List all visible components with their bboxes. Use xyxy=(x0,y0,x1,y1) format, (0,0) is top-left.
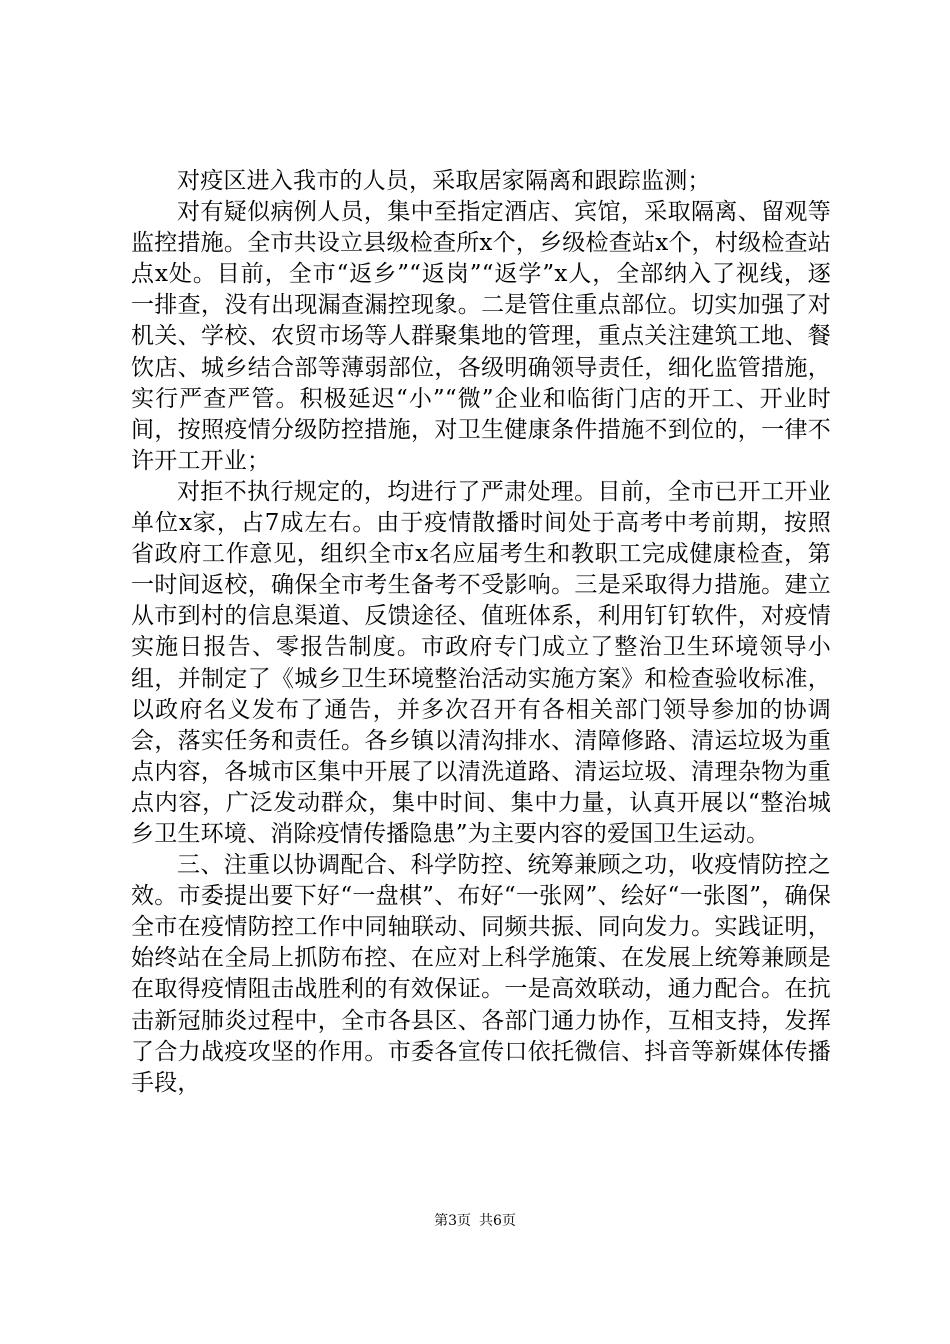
page-total: 共6页 xyxy=(479,1213,516,1229)
paragraph-4: 三、注重以协调配合、科学防控、统筹兼顾之功，收疫情防控之效。市委提出要下好“一盘棋”、布好“一张网”、绘好“一张图”，确保全市在疫情防控工作中同轴联动、同频共振、同向发力。实践证明，始终站在全局上抓防布控、在应对上科学施策、在发展上统筹兼顾是在取得疫情阻击战胜利的有效保证。一是高效联动，通力配合。在抗击新冠肺炎过程中，全市各县区、各部门通力协作，互相支持，发挥了合力战疫攻坚的作用。市委各宣传口依托微信、抖音等新媒体传播手段， xyxy=(131,852,831,1096)
document-body xyxy=(131,166,831,1099)
page-footer xyxy=(0,1212,950,1230)
paragraph-1: 对疫区进入我市的人员，采取居家隔离和跟踪监测； xyxy=(177,168,711,194)
page-number: 第3页 xyxy=(434,1213,471,1229)
paragraph-3: 对拒不执行规定的，均进行了严肃处理。目前，全市已开工开业单位x家，占7成左右。由于疫情散播时间处于高考中考前期，按照省政府工作意见，组织全市x名应届考生和教职工完成健康检查，第一时间返校，确保全市考生备考不受影响。三是采取得力措施。建立从市到村的信息渠道、反馈途径、值班体系，利用钉钉软件，对疫情实施日报告、零报告制度。市政府专门成立了整治卫生环境领导小组，并制定了《城乡卫生环境整治活动实施方案》和检查验收标准，以政府名义发布了通告，并多次召开有各相关部门领导参加的协调会，落实任务和责任。各乡镇以清沟排水、清障修路、清运垃圾为重点内容，各城市区集中开展了以清洗道路、清运垃圾、清理杂物为重点内容，广泛发动群众，集中时间、集中力量，认真开展以“整治城乡卫生环境、消除疫情传播隐患”为主要内容的爱国卫生运动。 xyxy=(131,478,831,847)
paragraph-2: 对有疑似病例人员，集中至指定酒店、宾馆，采取隔离、留观等监控措施。全市共设立县级检查所x个，乡级检查站x个，村级检查站点x处。目前，全市“返乡”“返岗”“返学”x人，全部纳入了视线，逐一排查，没有出现漏查漏控现象。二是管住重点部位。切实加强了对机关、学校、农贸市场等人群聚集地的管理，重点关注建筑工地、餐饮店、城乡结合部等薄弱部位，各级明确领导责任，细化监管措施，实行严查严管。积极延迟“小”“微”企业和临街门店的开工、开业时间，按照疫情分级防控措施，对卫生健康条件措施不到位的，一律不许开工开业； xyxy=(131,199,831,474)
